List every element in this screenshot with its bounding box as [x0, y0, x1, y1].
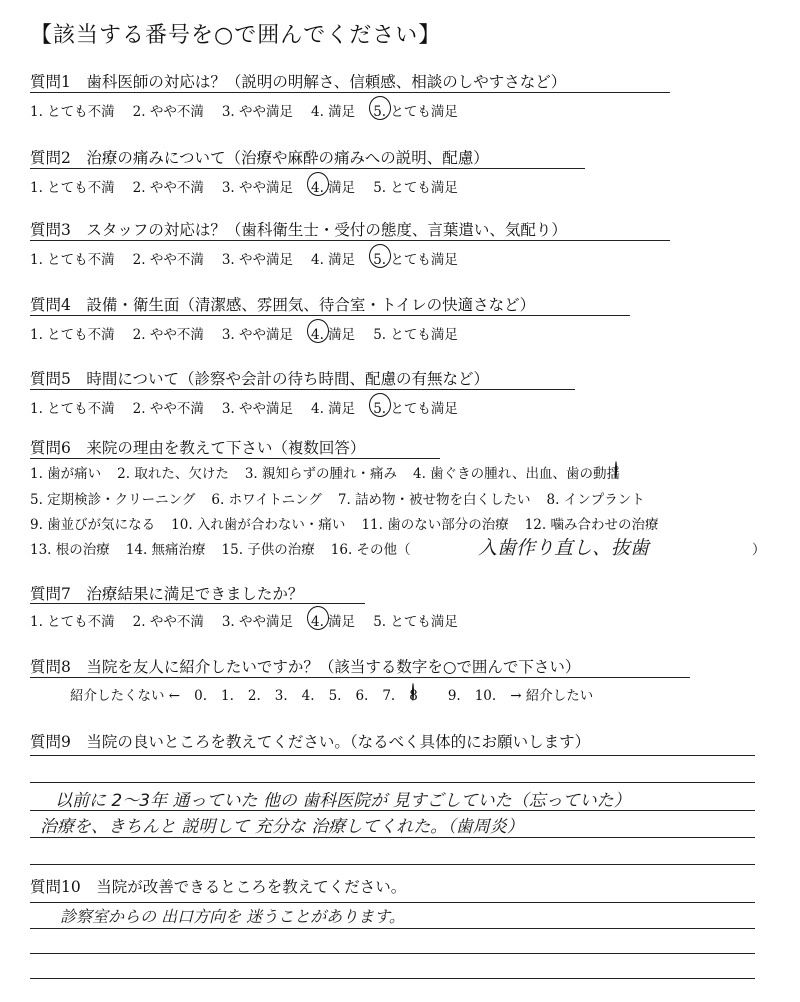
q1-options	[30, 100, 476, 120]
q10-line-2	[30, 928, 755, 929]
q8-number[interactable]: 1.	[221, 688, 234, 704]
q8-selected-circle	[412, 683, 414, 701]
q8-number[interactable]: 5.	[328, 688, 342, 704]
q4-option-5[interactable]: 5. とても満足	[373, 327, 458, 343]
q7-underline	[30, 603, 365, 604]
q6-other-answer: 入歯作り直し、抜歯	[478, 537, 650, 559]
q10-line-1	[30, 902, 755, 903]
q6-option[interactable]: 15. 子供の治療	[221, 542, 315, 558]
q9-line-4	[30, 837, 755, 838]
q6-option[interactable]: 12. 噛み合わせの治療	[524, 517, 659, 533]
q9-answer-line-2: 治療を、きちんと 説明して 充分な 治療してくれた。（歯周炎）	[40, 817, 524, 837]
q6-selected-circle	[615, 461, 617, 479]
form-header: 【該当する番号を○で囲んでください】	[30, 23, 442, 48]
q7-option-3[interactable]: 3. やや満足	[221, 614, 294, 630]
q8-scale	[70, 684, 607, 704]
q1-option-2[interactable]: 2. やや不満	[132, 104, 204, 120]
q8-right-label: → 紹介したい	[510, 688, 594, 704]
q6-option[interactable]: 9. 歯並びが気になる	[30, 517, 156, 533]
q6-option[interactable]: 7. 詰め物・被せ物を白くしたい	[337, 492, 531, 508]
q6-title: 質問6 来院の理由を教えて下さい（複数回答）	[30, 439, 366, 457]
q10-title: 質問10 当院が改善できるところを教えてください。	[30, 878, 407, 896]
q1-option-1[interactable]: 1. とても不満	[30, 104, 115, 120]
q4-option-3[interactable]: 3. やや満足	[221, 327, 294, 343]
q9-answer-line-1: 以前に 2〜3年 通っていた 他の 歯科医院が 見すごしていた（忘っていた）	[55, 791, 631, 811]
q5-title: 質問5 時間について（診察や会計の待ち時間、配慮の有無など）	[30, 370, 490, 388]
q7-options	[30, 610, 476, 630]
q5-option-2[interactable]: 2. やや不満	[132, 401, 204, 417]
q6-option[interactable]: 11. 歯のない部分の治療	[361, 517, 509, 533]
q8-left-label: 紹介したくない ←	[70, 688, 181, 704]
q4-underline	[30, 315, 630, 316]
q5-selected-circle	[369, 393, 391, 417]
q5-option-5[interactable]: 5. とても満足	[373, 397, 458, 417]
q6-option[interactable]: 13. 根の治療	[30, 542, 110, 558]
q1-option-4[interactable]: 4. 満足	[311, 104, 356, 120]
q6-option[interactable]: 2. 取れた、欠けた	[117, 466, 229, 482]
q2-selected-circle	[307, 172, 329, 196]
q9-line-5	[30, 864, 755, 865]
q8-number[interactable]: 9.	[447, 688, 461, 704]
q1-title: 質問1 歯科医師の対応は？（説明の明解さ、信頼感、相談のしやすさなど）	[30, 73, 567, 91]
q5-option-3[interactable]: 3. やや満足	[221, 401, 294, 417]
q7-selected-circle	[307, 606, 329, 630]
q2-underline	[30, 168, 585, 169]
q4-option-2[interactable]: 2. やや不満	[132, 327, 204, 343]
q6-option[interactable]: 6. ホワイトニング	[211, 492, 322, 508]
q6-underline	[30, 458, 440, 459]
q6-option[interactable]: 14. 無痛治療	[125, 542, 206, 558]
q2-option-4[interactable]: 4. 満足	[311, 176, 355, 196]
q8-number[interactable]: 0.	[194, 688, 207, 704]
q6-row-3	[30, 513, 674, 533]
q4-option-4[interactable]: 4. 満足	[311, 323, 355, 343]
q1-option-5[interactable]: 5. とても満足	[373, 100, 458, 120]
q3-title: 質問3 スタッフの対応は？（歯科衛生士・受付の態度、言葉遣い、気配り）	[30, 221, 567, 239]
q1-selected-circle	[369, 96, 391, 120]
q3-option-5[interactable]: 5. とても満足	[373, 248, 458, 268]
q8-number[interactable]: 3.	[274, 688, 288, 704]
q6-option[interactable]: 1. 歯が痛い	[30, 466, 102, 482]
q4-title: 質問4 設備・衛生面（清潔感、雰囲気、待合室・トイレの快適さなど）	[30, 296, 536, 314]
q3-option-3[interactable]: 3. やや満足	[221, 252, 294, 268]
q2-option-2[interactable]: 2. やや不満	[132, 180, 204, 196]
q3-option-1[interactable]: 1. とても不満	[30, 252, 115, 268]
q8-number[interactable]: 4.	[301, 688, 315, 704]
q4-option-1[interactable]: 1. とても不満	[30, 327, 115, 343]
q6-option[interactable]: 8. インプラント	[546, 492, 645, 508]
q8-number[interactable]: 7.	[382, 688, 396, 704]
q7-option-1[interactable]: 1. とても不満	[30, 614, 115, 630]
q6-option[interactable]: 3. 親知らずの腫れ・痛み	[244, 466, 398, 482]
q9-line-1	[30, 755, 755, 756]
q1-underline	[30, 92, 670, 93]
q9-line-3	[30, 810, 755, 811]
q5-option-4[interactable]: 4. 満足	[311, 401, 356, 417]
q8-number[interactable]: 6.	[355, 688, 369, 704]
q8-title: 質問8 当院を友人に紹介したいですか？（該当する数字を○で囲んで下さい）	[30, 658, 581, 676]
q6-option[interactable]: 5. 定期検診・クリーニング	[30, 492, 196, 508]
q7-option-4[interactable]: 4. 満足	[311, 610, 355, 630]
q2-option-1[interactable]: 1. とても不満	[30, 180, 115, 196]
q8-number[interactable]: 10.	[474, 688, 497, 704]
q4-options	[30, 323, 476, 343]
q3-selected-circle	[369, 244, 391, 268]
q2-option-3[interactable]: 3. やや満足	[221, 180, 294, 196]
q7-option-2[interactable]: 2. やや不満	[132, 614, 204, 630]
q8-underline	[30, 677, 690, 678]
q2-options	[30, 176, 476, 196]
q1-option-3[interactable]: 3. やや満足	[221, 104, 294, 120]
q10-answer-line-1: 診察室からの 出口方向を 迷うことがあります。	[60, 907, 405, 926]
q3-option-4[interactable]: 4. 満足	[311, 252, 356, 268]
q10-line-3	[30, 953, 755, 954]
q3-options	[30, 248, 476, 268]
q4-selected-circle	[307, 319, 329, 343]
q5-underline	[30, 389, 575, 390]
q6-other-close: ）	[752, 542, 766, 558]
q6-row-4	[30, 538, 427, 558]
q10-line-4	[30, 978, 755, 979]
q8-number[interactable]: 2.	[247, 688, 261, 704]
q9-line-2	[30, 782, 755, 783]
q3-option-2[interactable]: 2. やや不満	[132, 252, 204, 268]
q6-option[interactable]: 16. その他（	[330, 542, 411, 558]
q8-number[interactable]: 8	[409, 688, 434, 704]
q6-option[interactable]: 4. 歯ぐきの腫れ、出血、歯の動揺	[413, 466, 638, 482]
q7-option-5[interactable]: 5. とても満足	[373, 614, 458, 630]
q7-title: 質問7 治療結果に満足できましたか？	[30, 585, 304, 603]
q5-options	[30, 397, 476, 417]
q6-option[interactable]: 10. 入れ歯が合わない・痛い	[171, 517, 346, 533]
q2-option-5[interactable]: 5. とても満足	[373, 180, 458, 196]
q3-underline	[30, 240, 670, 241]
q6-row-1	[30, 462, 654, 482]
q5-option-1[interactable]: 1. とても不満	[30, 401, 115, 417]
q9-title: 質問9 当院の良いところを教えてください。（なるべく具体的にお願いします）	[30, 733, 591, 751]
q6-row-2	[30, 488, 661, 508]
q2-title: 質問2 治療の痛みについて（治療や麻酔の痛みへの説明、配慮）	[30, 149, 489, 167]
